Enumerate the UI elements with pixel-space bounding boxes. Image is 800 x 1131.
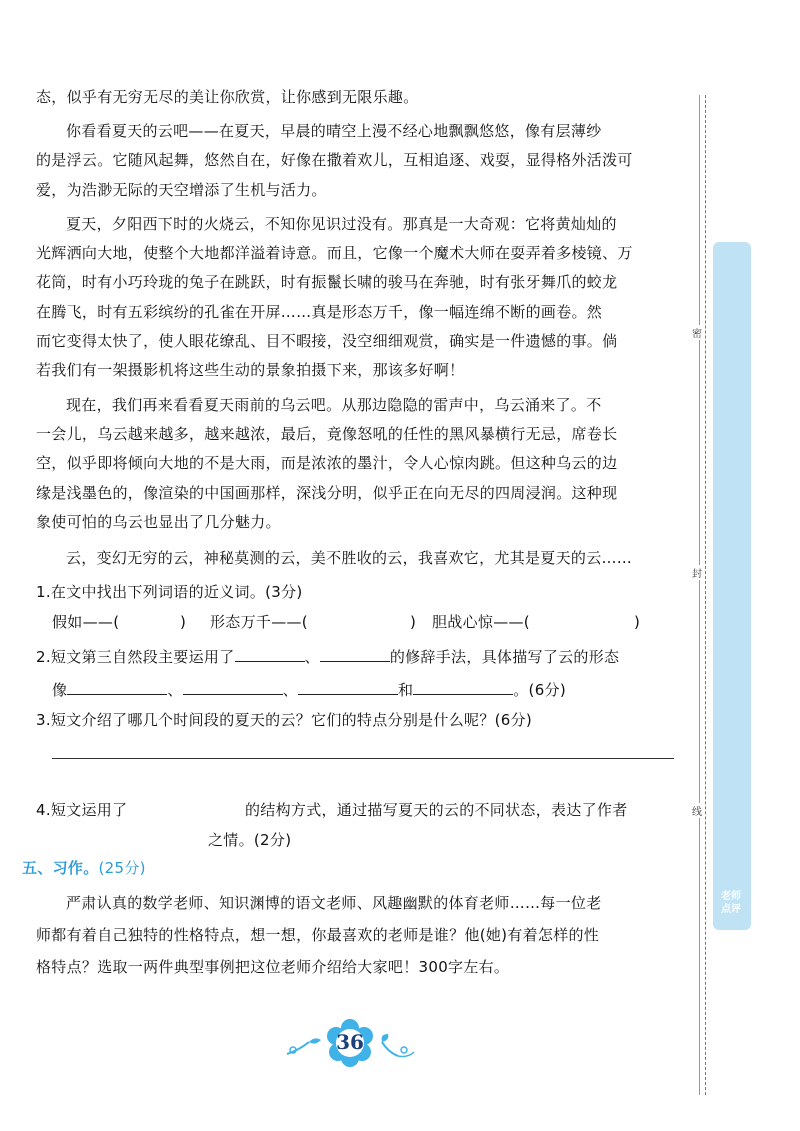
q2-blank-shape-2[interactable] [183,679,283,695]
question-2 [36,646,619,667]
teacher-comment-label-bottom: 点评 [721,904,741,915]
q2-line2-text-a: 像 [52,681,68,699]
passage-line: 云，变幻无穷的云，神秘莫测的云，美不胜收的云，我喜欢它，尤其是夏天的云…… [66,549,633,567]
q1-item-c-close: ) [634,613,641,631]
binding-line-dashed [705,95,706,1095]
q4-text-c: 之情。(2分) [208,831,292,849]
q4-text-b: 的结构方式，通过描写夏天的云的不同状态，表达了作者 [245,801,628,819]
q2-blank-shape-3[interactable] [298,679,398,695]
q2-line1-text-b: 的修辞手法，具体描写了云的形态 [389,648,620,666]
q1-item-c-label: 胆战心惊——( [432,613,530,631]
q2-and: 和 [397,681,414,699]
q1-item-b-label: 形态万千——( [210,613,308,631]
passage-line: 光辉洒向大地，使整个大地都洋溢着诗意。而且，它像一个魔术大师在耍弄着多棱镜、万 [36,244,633,262]
passage-line: 爱，为浩渺无际的天空增添了生机与活力。 [36,181,327,199]
passage-line: 空，似乎即将倾向大地的不是大雨，而是浓浓的墨汁，令人心惊肉跳。但这种乌云的边 [36,454,618,472]
page-number: 36 [336,1030,364,1054]
q2-blank-rhetoric-2[interactable] [320,646,390,662]
q2-separator: 、 [304,648,320,666]
question-1: 1.在文中找出下列词语的近义词。(3分) [36,583,303,601]
binding-mark-line: 线 [692,803,702,818]
q2-blank-shape-4[interactable] [413,679,513,695]
q2-blank-rhetoric-1[interactable] [235,646,305,662]
essay-prompt-line: 师都有着自己独特的性格特点，想一想，你最喜欢的老师是谁？他(她)有着怎样的性 [36,926,600,944]
section-5-score: (25分) [98,859,146,877]
q4-text-a: 4.短文运用了 [36,801,128,819]
passage-line: 而它变得太快了，使人眼花缭乱、目不暇接，没空细细观赏，确实是一件遗憾的事。倘 [36,332,618,350]
q2-separator: 、 [282,681,298,699]
binding-mark-close: 封 [692,565,702,580]
q2-separator: 、 [167,681,183,699]
q3-answer-line[interactable] [52,758,674,759]
passage-line: 一会儿，乌云越来越多，越来越浓，最后，竟像怒吼的任性的黑风暴横行无忌，席卷长 [36,425,618,443]
passage-line: 现在，我们再来看看夏天雨前的乌云吧。从那边隐隐的雷声中，乌云涌来了。不 [66,396,602,414]
teacher-comment-label-top: 老师 [721,891,741,902]
section-5-heading [22,858,146,878]
passage-line: 花筒，时有小巧玲珑的兔子在跳跃，时有振鬣长啸的骏马在奔驰，时有张牙舞爪的蛟龙 [36,273,618,291]
passage-line: 态，似乎有无穷无尽的美让你欣赏，让你感到无限乐趣。 [36,88,419,106]
passage-line: 你看看夏天的云吧——在夏天，早晨的晴空上漫不经心地飘飘悠悠，像有层薄纱 [66,122,602,140]
right-sprig-icon [378,1030,418,1064]
q2-line2-end: 。(6分) [513,681,566,699]
question-2-line2 [52,679,566,700]
passage-line: 象使可怕的乌云也显出了几分魅力。 [36,513,281,531]
q2-line1-text-a: 2.短文第三自然段主要运用了 [36,648,235,666]
essay-prompt-line: 严肃认真的数学老师、知识渊博的语文老师、风趣幽默的体育老师……每一位老 [66,894,602,912]
essay-prompt-line: 格特点？选取一两件典型事例把这位老师介绍给大家吧！300字左右。 [36,958,510,976]
q2-blank-shape-1[interactable] [67,679,167,695]
passage-line: 若我们有一架摄影机将这些生动的景象拍摄下来，那该多好啊！ [36,361,465,379]
teacher-comment-strip [713,242,751,930]
q1-item-b-close: ) [410,613,417,631]
binding-line-solid [699,95,700,1095]
q1-item-a-label: 假如——( [52,613,120,631]
passage-line: 的是浮云。它随风起舞，悠然自在，好像在撒着欢儿，互相追逐、戏耍，显得格外活泼可 [36,151,633,169]
passage-line: 缘是浅墨色的，像渲染的中国画那样，深浅分明，似乎正在向无尽的四周浸润。这种现 [36,484,618,502]
passage-line: 在腾飞，时有五彩缤纷的孔雀在开屏……真是形态万千，像一幅连绵不断的画卷。然 [36,303,603,321]
teacher-comment-label [714,890,748,916]
binding-mark-seal: 密 [692,325,702,340]
section-5-title: 五、习作。 [22,859,99,877]
question-3: 3.短文介绍了哪几个时间段的夏天的云？它们的特点分别是什么呢？(6分) [36,711,533,729]
passage-line: 夏天，夕阳西下时的火烧云，不知你见识过没有。那真是一大奇观：它将黄灿灿的 [66,215,617,233]
q1-item-a-close: ) [180,613,187,631]
left-sprig-icon [285,1030,325,1064]
